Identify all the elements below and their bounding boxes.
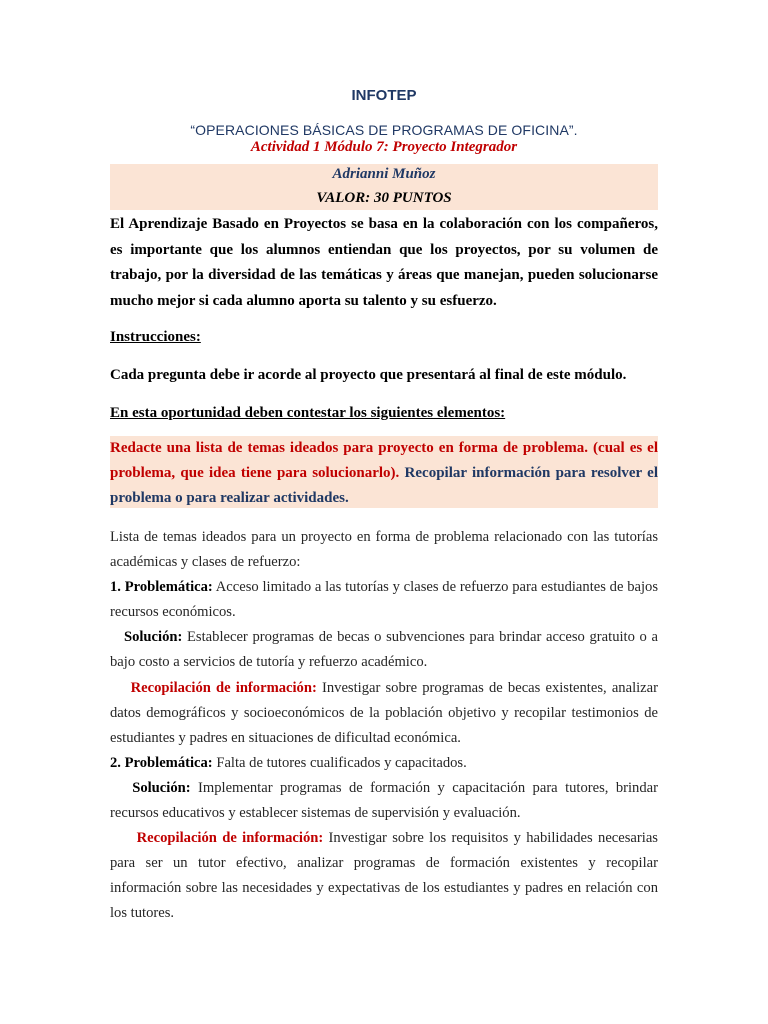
problem-1-text: Acceso limitado a las tutorías y clases de refuerzo para estudiantes de bajos recursos económicos. <box>110 579 659 621</box>
info-1 <box>110 676 658 751</box>
points-value: VALOR: 30 PUNTOS <box>316 190 452 206</box>
instructions-heading: Instrucciones: <box>110 329 201 345</box>
problem-2 <box>110 751 658 776</box>
solution-2-label: Solución: <box>132 779 191 796</box>
problem-2-label: 2. Problemática: <box>110 754 213 771</box>
answer-lead: Lista de temas ideados para un proyecto en forma de problema relacionado con las tutorías académicas y clases de refuerzo: <box>110 529 658 571</box>
task-text-red: Redacte una lista de temas ideados para proyecto en forma de problema. (cual es el problema, que idea tiene para solucionarlo). <box>110 440 658 481</box>
solution-1 <box>110 625 658 675</box>
document-title: INFOTEP <box>351 87 417 104</box>
instructions-text: Cada pregunta debe ir acorde al proyecto que presentará al final de este módulo. <box>110 367 627 383</box>
info-2 <box>110 826 658 926</box>
problem-1-label: 1. Problemática: <box>110 579 213 596</box>
problem-1 <box>110 575 658 625</box>
task-box <box>110 436 658 508</box>
solution-1-label: Solución: <box>123 629 183 646</box>
info-2-label: Recopilación de información: <box>136 830 324 847</box>
answer-section <box>110 525 658 927</box>
info-1-text: Investigar sobre programas de becas existentes, analizar datos demográficos y socioeconómicos de la población objetivo y recopilar testimonios de estudiantes y padres en situaciones de dificultad económica. <box>110 679 658 746</box>
activity-heading: Actividad 1 Módulo 7: Proyecto Integrador <box>250 139 518 155</box>
elements-heading: En esta oportunidad deben contestar los siguientes elementos: <box>110 405 506 421</box>
task-text-navy: Recopilar información para resolver el problema o para realizar actividades. <box>110 465 658 506</box>
info-2-text: Investigar sobre los requisitos y habilidades necesarias para ser un tutor efectivo, analizar programas de formación existentes y recopilar información sobre las necesidades y expectativas de los estudiantes y padres en relación con los tutores. <box>110 830 658 922</box>
solution-1-text: Establecer programas de becas o subvenciones para brindar acceso gratuito o a bajo costo a servicios de tutoría y refuerzo académico. <box>110 629 658 671</box>
info-1-label: Recopilación de información: <box>130 679 317 696</box>
author-value-box <box>110 164 658 210</box>
author-name: Adrianni Muñoz <box>332 166 436 182</box>
course-subtitle: “OPERACIONES BÁSICAS DE PROGRAMAS DE OFICINA”. <box>190 122 578 138</box>
problem-2-text: Falta de tutores cualificados y capacitados. <box>216 754 467 771</box>
solution-2-text: Implementar programas de formación y capacitación para tutores, brindar recursos educativos y establecer sistemas de supervisión y evaluación. <box>110 779 658 822</box>
solution-2 <box>110 776 658 826</box>
intro-paragraph: El Aprendizaje Basado en Proyectos se basa en la colaboración con los compañeros, es importante que los alumnos entiendan que los proyectos, por su volumen de trabajo, por la diversidad de las temáticas y áreas que manejan, pueden solucionarse mucho mejor si cada alumno aporta su talento y su esfuerzo. <box>110 216 658 309</box>
